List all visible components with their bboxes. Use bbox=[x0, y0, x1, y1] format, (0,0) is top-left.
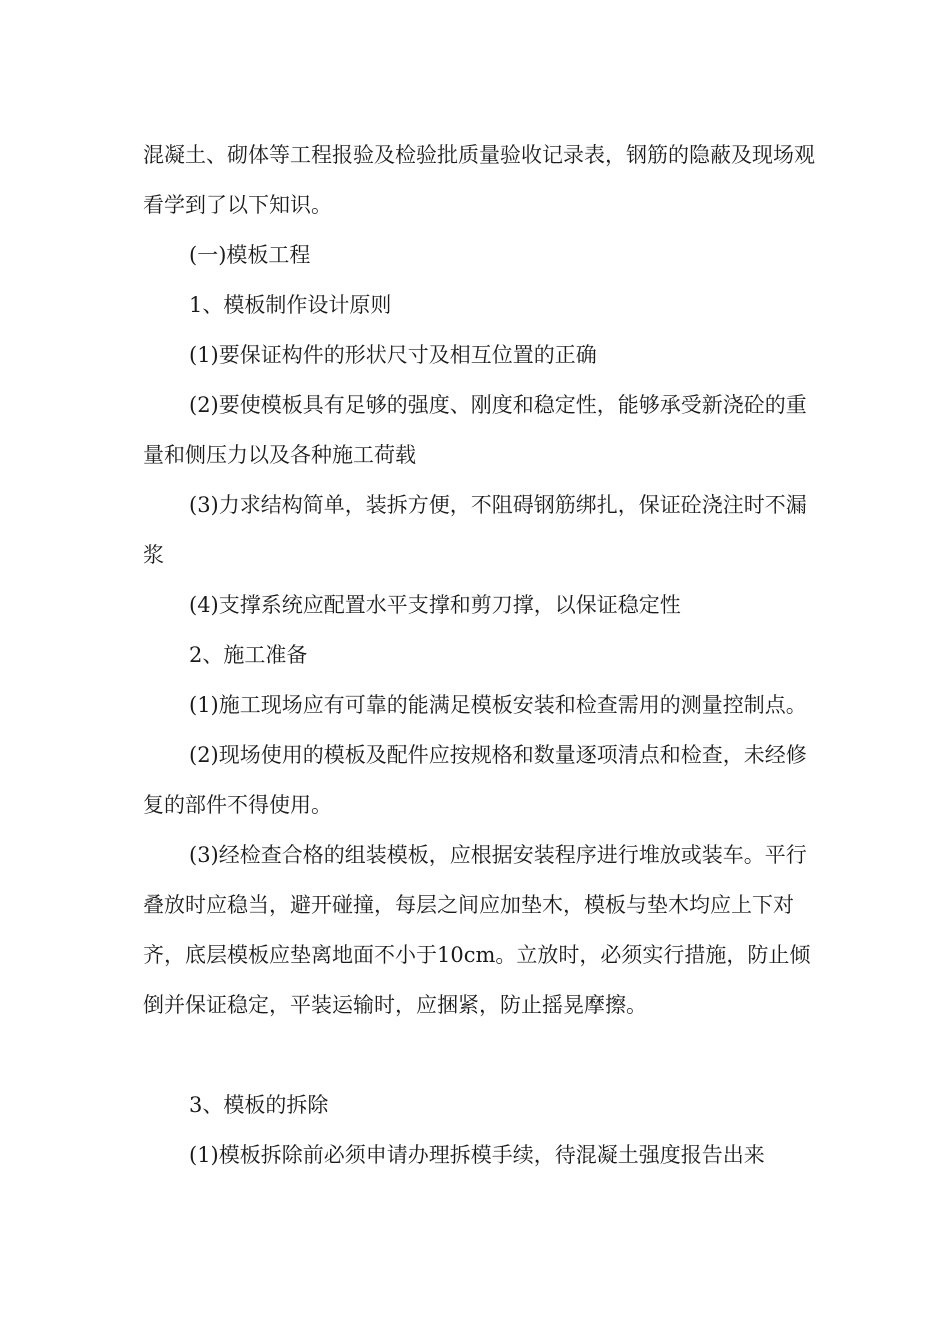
subheading-construction-prep: 2、施工准备 bbox=[189, 643, 308, 667]
paragraph-removal-1: (1)模板拆除前必须申请办理拆模手续，待混凝土强度报告出来 bbox=[189, 1143, 765, 1167]
subheading-formwork-removal: 3、模板的拆除 bbox=[189, 1093, 329, 1117]
paragraph-principle-1: (1)要保证构件的形状尺寸及相互位置的正确 bbox=[189, 343, 597, 367]
paragraph-principle-2: (2)要使模板具有足够的强度、刚度和稳定性，能够承受新浇砼的重量和侧压力以及各种施工荷载 bbox=[143, 393, 807, 467]
paragraph-prep-2: (2)现场使用的模板及配件应按规格和数量逐项清点和检查，未经修复的部件不得使用。 bbox=[143, 743, 807, 817]
paragraph-prep-1: (1)施工现场应有可靠的能满足模板安装和检查需用的测量控制点。 bbox=[189, 693, 807, 717]
section-heading-formwork: (一)模板工程 bbox=[189, 243, 311, 267]
paragraph-principle-4: (4)支撑系统应配置水平支撑和剪刀撑，以保证稳定性 bbox=[189, 593, 681, 617]
subheading-design-principles: 1、模板制作设计原则 bbox=[189, 293, 392, 317]
paragraph-prep-3: (3)经检查合格的组装模板，应根据安装程序进行堆放或装车。平行叠放时应稳当，避开碰撞，每层之间应加垫木，模板与垫木均应上下对齐，底层模板应垫离地面不小于10cm。立放时，必须实行措施，防止倾倒并保证稳定，平装运输时，应捆紧，防止摇晃摩擦。 bbox=[143, 843, 811, 1017]
paragraph-intro: 混凝土、砌体等工程报验及检验批质量验收记录表，钢筋的隐蔽及现场观看学到了以下知识。 bbox=[143, 143, 815, 217]
paragraph-principle-3: (3)力求结构简单，装拆方便，不阻碍钢筋绑扎，保证砼浇注时不漏浆 bbox=[143, 493, 807, 567]
document-body bbox=[143, 130, 823, 1180]
